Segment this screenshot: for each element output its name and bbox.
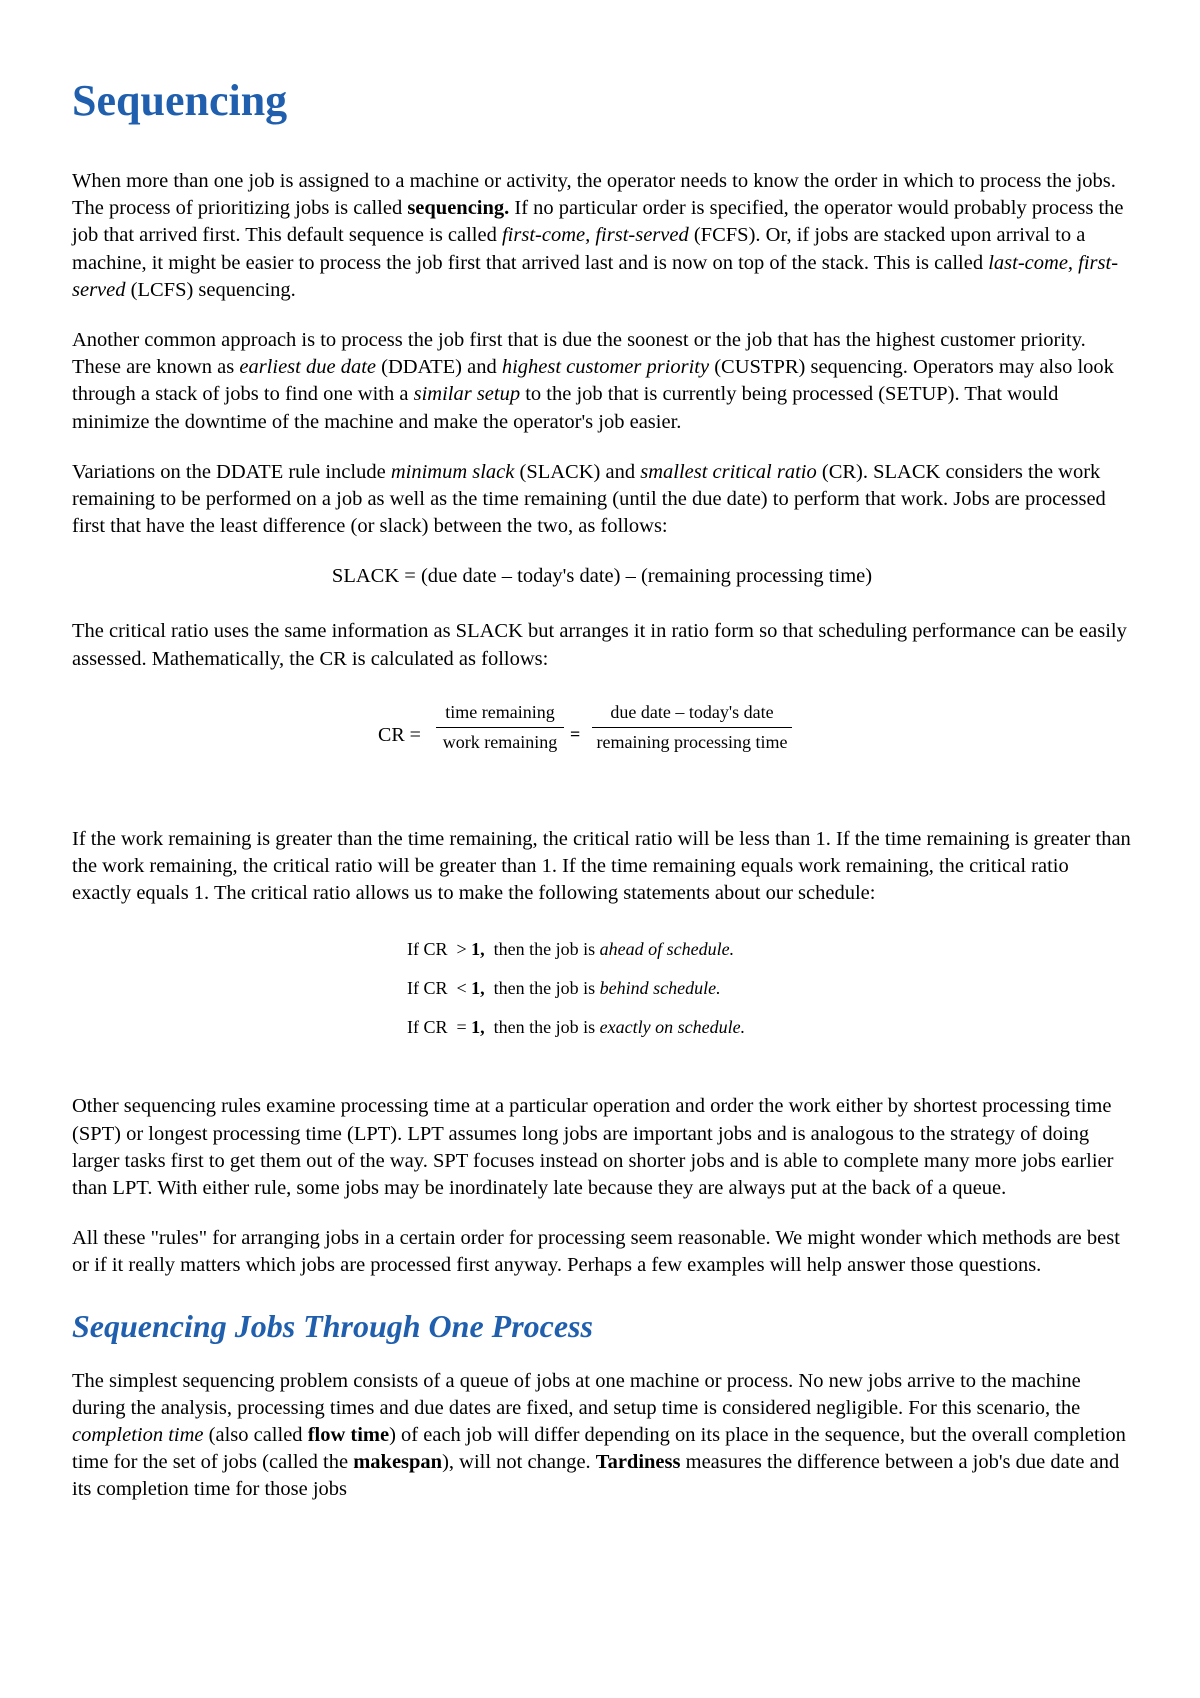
term-tardiness: Tardiness [595, 1451, 681, 1474]
document-body [72, 70, 1132, 1527]
paragraph-slack: Variations on the DDATE rule include minimum slack (SLACK) and smallest critical ratio (CR). SLACK considers the work remaining to be performed on a job as well as the time remaining (until the due date) to perform that work. Jobs are processed first that have the least difference (or slack) between the two, as follows: [72, 460, 1106, 538]
page-title: Sequencing [72, 76, 288, 125]
term-makespan: makespan [353, 1451, 443, 1474]
term-custpr: highest customer priority [501, 356, 710, 379]
term-cr: smallest critical ratio [640, 460, 817, 483]
cr-formula [72, 696, 1132, 774]
term-lcfs: last-come, first-served [72, 251, 1119, 301]
cr-numerator-1: time remaining [436, 702, 564, 728]
term-ddate: earliest due date [239, 356, 376, 379]
paragraph-rules-question: All these "rules" for arranging jobs in a certain order for processing seem reasonable. We might wonder which methods are best or if it really matters which jobs are processed first anyway. Perhaps a few examples will help answer those questions. [72, 1227, 1120, 1277]
term-slack: minimum slack [390, 460, 515, 483]
section-heading: Sequencing Jobs Through One Process [72, 1307, 593, 1344]
term-sequencing: sequencing. [407, 197, 510, 220]
cr-fraction-1 [436, 702, 564, 753]
cr-numerator-2: due date – today's date [592, 702, 792, 728]
paragraph-intro: When more than one job is assigned to a machine or activity, the operator needs to know the order in which to process the jobs. The process of prioritizing jobs is called sequencing. If no particular order is specified, the operator would probably process the job that arrived first. This default sequence is called first-come, first-served (FCFS). Or, if jobs are stacked upon arrival to a machine, it might be easier to process the job first that arrived last and is now on top of the stack. This is called last-come, first-served (LCFS) sequencing. [72, 170, 1124, 301]
cr-denominator-2: remaining processing time [596, 731, 788, 752]
slack-formula: SLACK = (due date – today's date) – (remaining processing time) [331, 565, 873, 588]
cr-equals: = [570, 723, 581, 744]
cr-rules [407, 930, 1132, 1047]
term-flow-time: flow time [307, 1424, 390, 1447]
paragraph-critical-ratio: The critical ratio uses the same information as SLACK but arranges it in ratio form so that scheduling performance can be easily assessed. Mathematically, the CR is calculated as follows: [72, 620, 1127, 670]
paragraph-one-process: The simplest sequencing problem consists of a queue of jobs at one machine or process. No new jobs arrive to the machine during the analysis, processing times and due dates are fixed, and setup time is considered negligible. For this scenario, the completion time (also called flow time) of each job will differ depending on its place in the sequence, but the overall completion time for the set of jobs (called the makespan), will not change. Tardiness measures the difference between a job's due date and its completion time for those jobs [72, 1369, 1126, 1501]
term-completion-time: completion time [72, 1424, 204, 1447]
paragraph-spt-lpt: Other sequencing rules examine processing time at a particular operation and order the work either by shortest processing time (SPT) or longest processing time (LPT). LPT assumes long jobs are important jobs and is analogous to the strategy of doing larger tasks first to get them out of the way. SPT focuses instead on shorter jobs and is able to complete many more jobs earlier than LPT. With either rule, some jobs may be inordinately late because they are always put at the back of a queue. [72, 1095, 1114, 1200]
cr-fraction-2 [592, 702, 792, 753]
cr-formula-label: CR = [378, 723, 421, 746]
cr-rule-ahead: If CR > 1, then the job is ahead of schedule. [407, 939, 735, 960]
term-fcfs: first-come, first-served [501, 224, 689, 247]
cr-rule-behind: If CR < 1, then the job is behind schedule. [407, 978, 721, 999]
paragraph-ddate: Another common approach is to process the job first that is due the soonest or the job that has the highest customer priority. These are known as earliest due date (DDATE) and highest customer priority (CUSTPR) sequencing. Operators may also look through a stack of jobs to find one with a similar setup to the job that is currently being processed (SETUP). That would minimize the downtime of the machine and make the operator's job easier. [72, 329, 1114, 433]
paragraph-cr-interpretation: If the work remaining is greater than the time remaining, the critical ratio will be less than 1. If the time remaining is greater than the work remaining, the critical ratio will be greater than 1. If the time remaining equals work remaining, the critical ratio exactly equals 1. The critical ratio allows us to make the following statements about our schedule: [72, 827, 1131, 905]
cr-denominator-1: work remaining [442, 731, 558, 752]
cr-rule-exact: If CR = 1, then the job is exactly on schedule. [407, 1017, 746, 1038]
term-setup: similar setup [413, 383, 521, 406]
